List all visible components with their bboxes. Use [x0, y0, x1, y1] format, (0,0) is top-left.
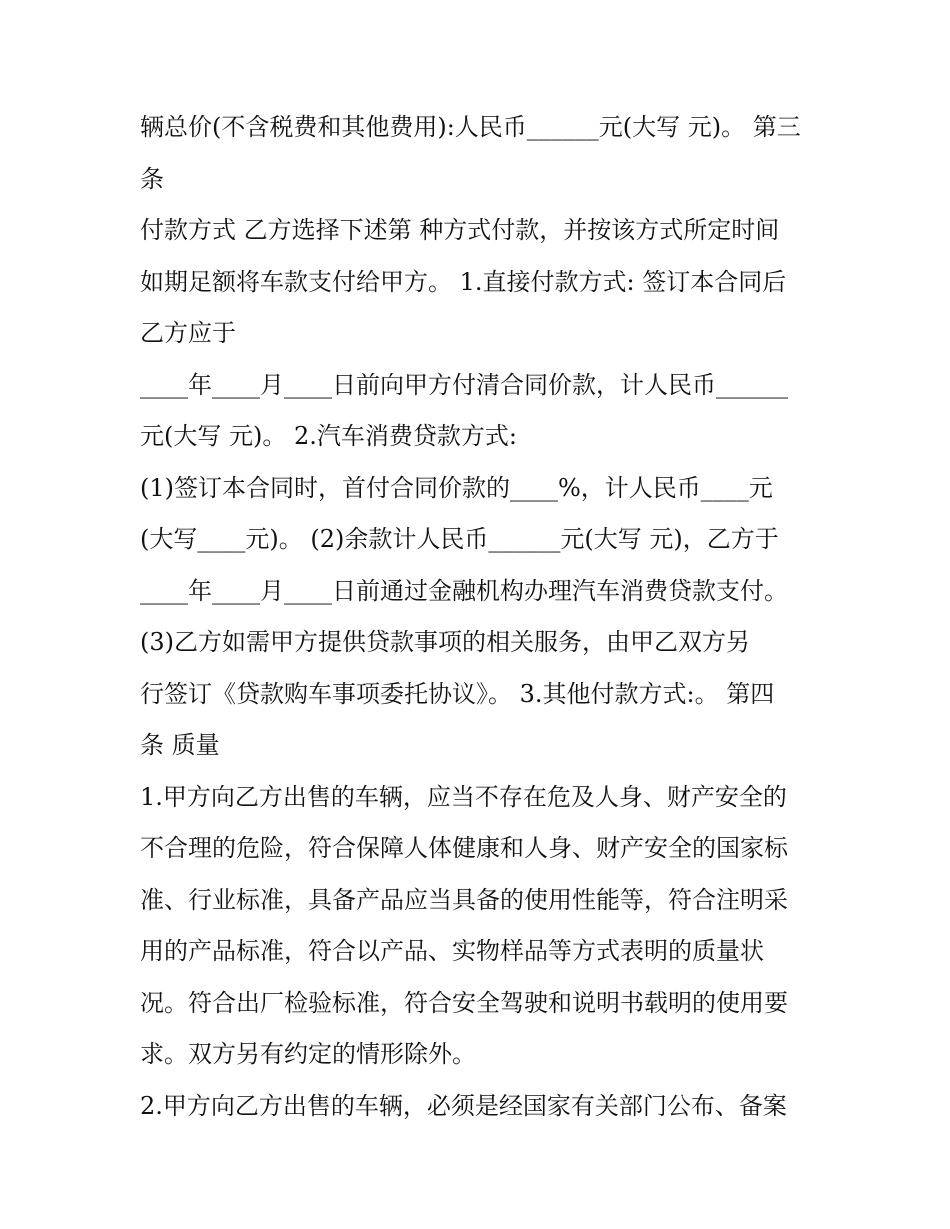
text-line: ____年____月____日前通过金融机构办理汽车消费贷款支付。: [140, 576, 788, 605]
text-line: ____年____月____日前向甲方付清合同价款，计人民币______: [140, 370, 788, 399]
text-line: 付款方式 乙方选择下述第 种方式付款，并按该方式所定时间: [140, 216, 780, 244]
text-line: 用的产品标准，符合以产品、实物样品等方式表明的质量状: [140, 937, 764, 965]
text-line: (大写____元)。 (2)余款计人民币______元(大写 元)，乙方于: [140, 525, 779, 553]
text-line: 元(大写 元)。 2.汽车消费贷款方式:: [140, 422, 517, 450]
text-line: 行签订《贷款购车事项委托协议》。 3.其他付款方式:。 第四: [140, 679, 775, 708]
text-line: 条: [140, 164, 164, 193]
text-line: (3)乙方如需甲方提供贷款事项的相关服务，由甲乙双方另: [140, 628, 750, 656]
text-line: 1.甲方向乙方出售的车辆，应当不存在危及人身、财产安全的: [140, 782, 787, 811]
contract-text-body: [140, 102, 820, 1132]
text-line: 不合理的危险，符合保障人体健康和人身、财产安全的国家标: [140, 834, 788, 862]
text-line: 准、行业标准，具备产品应当具备的使用性能等，符合注明采: [140, 885, 788, 914]
text-line: 况。符合出厂检验标准，符合安全驾驶和说明书载明的使用要: [140, 988, 788, 1017]
text-line: 求。双方另有约定的情形除外。: [140, 1040, 476, 1068]
text-line: 辆总价(不含税费和其他费用):人民币______元(大写 元)。 第三: [140, 113, 801, 141]
text-line: 2.甲方向乙方出售的车辆，必须是经国家有关部门公布、备案: [140, 1091, 787, 1120]
text-line: 条 质量: [140, 731, 220, 759]
text-line: 乙方应于: [140, 319, 236, 347]
text-line: (1)签订本合同时，首付合同价款的____%，计人民币____元: [140, 473, 773, 502]
text-line: 如期足额将车款支付给甲方。 1.直接付款方式: 签订本合同后: [140, 267, 787, 296]
